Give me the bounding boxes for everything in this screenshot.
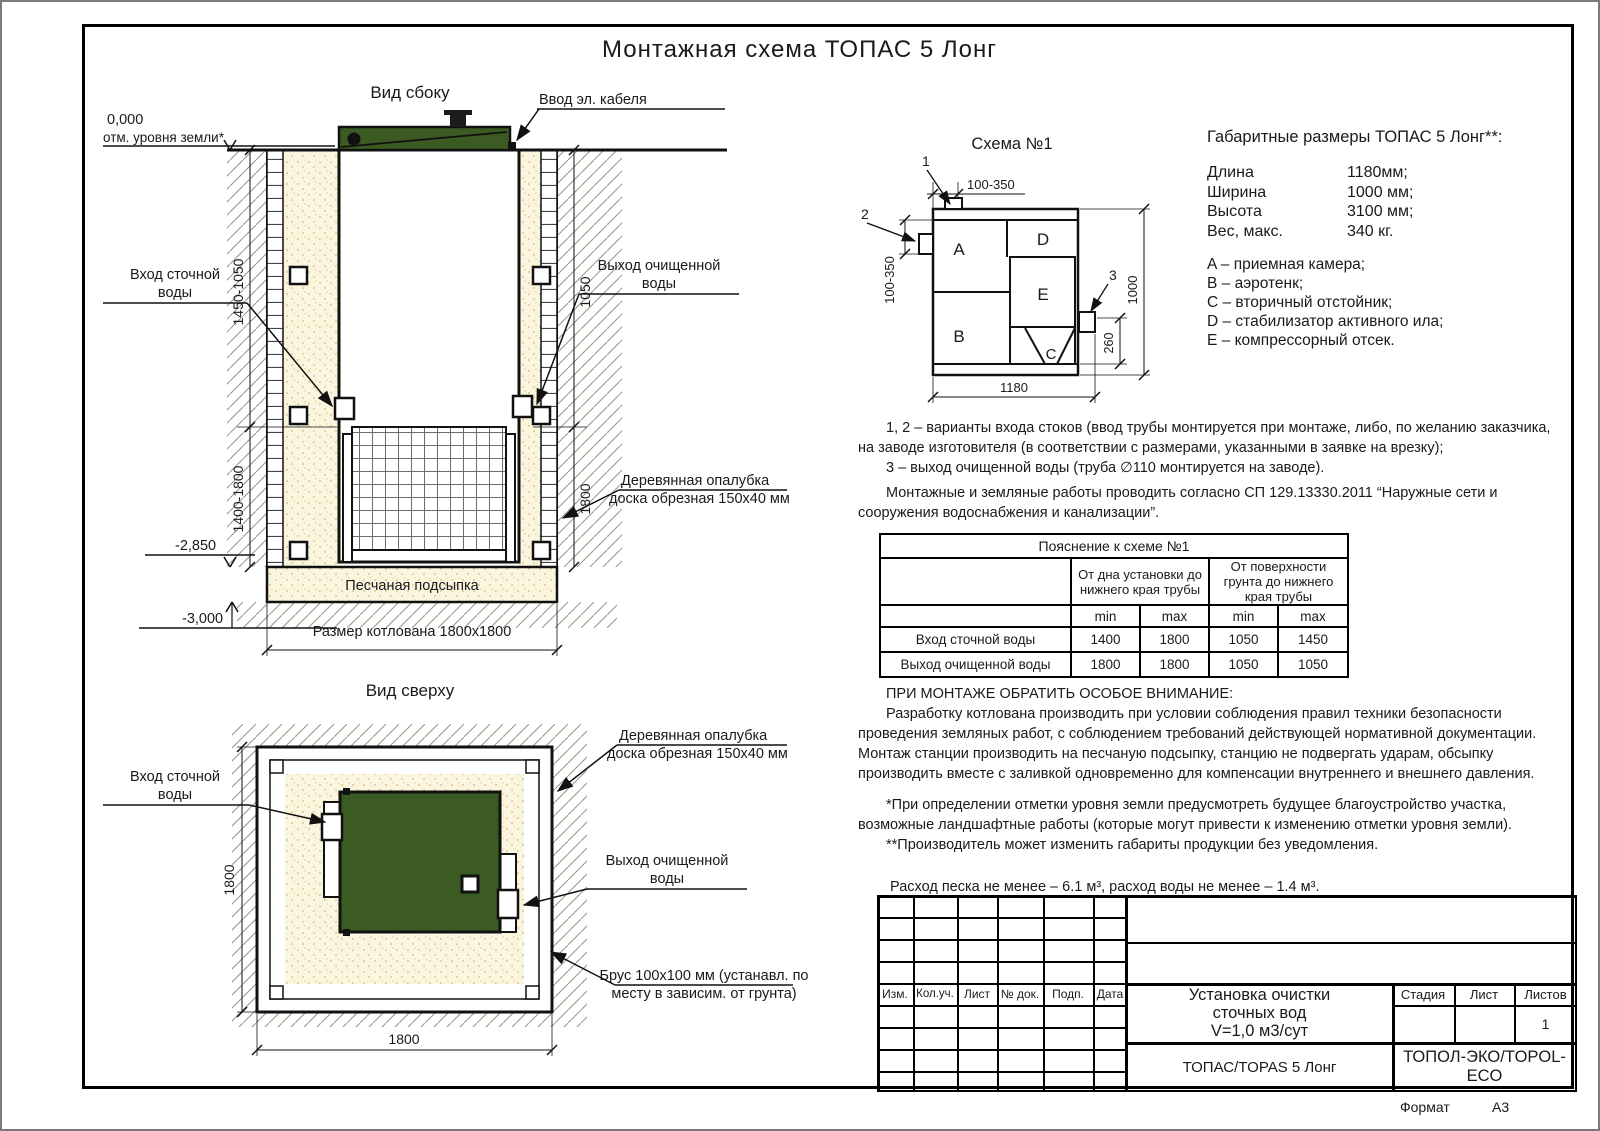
svg-text:B: B	[953, 327, 965, 346]
svg-text:260: 260	[1102, 332, 1116, 354]
svg-text:1000: 1000	[1125, 275, 1140, 305]
svg-text:отм. уровня земли*: отм. уровня земли*	[103, 130, 224, 145]
footnote: *При определении отметки уровня земли предусмотреть будущее благоустройство участка, возможные ландшафтные работы (которые могут привести к изменению отметки уровня земли).	[858, 797, 1513, 833]
septic-unit-top	[322, 788, 518, 936]
company-name: ТОПОЛ-ЭКО/TOPOL-ECO	[1403, 1048, 1566, 1085]
table-row: Выход очищенной воды 1800 1800 1050 1050	[880, 652, 1348, 677]
svg-text:C: C	[1045, 346, 1057, 363]
svg-text:Вход сточной: Вход сточной	[129, 267, 221, 283]
green-lid	[339, 110, 516, 150]
svg-text:1400-1800: 1400-1800	[230, 465, 246, 533]
svg-text:Ввод эл. кабеля: Ввод эл. кабеля	[539, 92, 647, 108]
spec-row: Длина 1180мм;	[1207, 164, 1408, 181]
svg-text:воды: воды	[649, 871, 685, 887]
outlet-pipe	[498, 890, 518, 918]
title-block	[877, 895, 1577, 1092]
legend-item: A – приемная камера;	[1207, 256, 1366, 273]
specs-block	[1207, 128, 1572, 350]
svg-text:-3,000: -3,000	[182, 611, 224, 627]
svg-text:100-350: 100-350	[967, 177, 1015, 192]
legend-item: D – стабилизатор активного ила;	[1207, 313, 1444, 330]
inlet-variants-note	[858, 418, 1560, 478]
rev-header-izm: Изм.	[882, 987, 908, 1001]
table-title: Пояснение к схеме №1	[880, 534, 1348, 558]
svg-text:-2,850: -2,850	[175, 538, 217, 554]
consumption-note: Расход песка не менее – 6.1 м³, расход воды не менее – 1.4 м³.	[890, 879, 1320, 895]
spec-row: Вес, макс. 340 кг.	[1207, 222, 1394, 240]
svg-text:воды: воды	[641, 276, 677, 292]
svg-text:A: A	[953, 240, 965, 259]
svg-text:Размер котлована 1800х1800: Размер котлована 1800х1800	[312, 624, 512, 640]
max-header: max	[1140, 605, 1209, 627]
col-group-2: От поверхности грунта до нижнего края трубы	[1209, 558, 1348, 605]
cable-callout	[517, 92, 725, 140]
note-line: 1, 2 – варианты входа стоков (ввод трубы монтируется при монтаже, либо, по желанию заказчика, на заводе изготовителя (в соответствии с размерами, указанными в заявке на врезку);	[858, 420, 1551, 456]
formwork-callout	[558, 728, 788, 791]
max-header: max	[1278, 605, 1348, 627]
svg-text:доска обрезная 150х40 мм: доска обрезная 150х40 мм	[609, 491, 790, 507]
top-view-drawing	[87, 672, 827, 1117]
format-label: Формат	[1400, 1099, 1450, 1115]
svg-text:2: 2	[861, 206, 869, 222]
spec-row: Высота 3100 мм;	[1207, 203, 1414, 220]
svg-text:1: 1	[922, 153, 930, 169]
sand-bedding	[267, 567, 557, 602]
inlet-pipe	[322, 814, 342, 840]
inlet-pipe	[335, 398, 354, 419]
outlet-stub	[1079, 312, 1095, 332]
legend-item: C – вторичный отстойник;	[1207, 294, 1393, 311]
legend-item: B – аэротенк;	[1207, 275, 1304, 292]
note-line: 3 – выход очищенной воды (труба ∅110 монтируется на заводе).	[886, 460, 1325, 476]
svg-text:1800: 1800	[388, 1031, 420, 1047]
zones-legend	[1207, 255, 1572, 350]
min-header: min	[1071, 605, 1140, 627]
specs-title: Габаритные размеры ТОПАС 5 Лонг**:	[1207, 128, 1503, 146]
attention-title: ПРИ МОНТАЖЕ ОБРАТИТЬ ОСОБОЕ ВНИМАНИЕ:	[886, 686, 1234, 702]
rev-header-ndok: № док.	[1000, 987, 1040, 1001]
callout-2	[861, 206, 915, 241]
attention-body: Разработку котлована производить при условии соблюдения правил техники безопасности проведения земляных работ, с соблюдением требований действующей нормативной документации. Монтаж станции производить на песчаную подсыпку, станцию не подвергать ударам, обсыпку производить вместе с заливкой одновременно для компенсации внутреннего и внешнего давления.	[858, 706, 1537, 782]
lid-vent-hole	[348, 133, 361, 146]
footnote: **Производитель может изменить габариты продукции без уведомления.	[886, 837, 1379, 853]
side-view-title: Вид сбоку	[370, 83, 450, 102]
col-group-1: От дна установки до нижнего края трубы	[1071, 558, 1209, 605]
legend-item: E – компрессорный отсек.	[1207, 332, 1395, 349]
lid-cap	[450, 114, 466, 127]
spec-row: Ширина 1000 мм;	[1207, 183, 1414, 201]
septic-unit-body	[339, 150, 519, 562]
svg-text:1180: 1180	[1000, 380, 1028, 395]
svg-text:месту в зависим. от грунта): месту в зависим. от грунта)	[611, 986, 797, 1002]
stage-header: Стадия	[1400, 986, 1446, 1002]
min-header: min	[1209, 605, 1278, 627]
footnotes-block	[858, 795, 1560, 855]
outlet-pipe	[513, 396, 532, 417]
schema1-title: Схема №1	[971, 135, 1053, 153]
beam-callout	[551, 952, 809, 1002]
svg-text:D: D	[1036, 230, 1050, 249]
dim-top	[927, 177, 1025, 209]
callout-3	[1091, 267, 1117, 311]
rev-header-list: Лист	[963, 987, 991, 1001]
svg-text:воды: воды	[157, 285, 193, 301]
svg-text:Выход очищенной: Выход очищенной	[597, 258, 721, 274]
svg-text:доска обрезная 150х40 мм: доска обрезная 150х40 мм	[607, 746, 788, 762]
svg-text:1800: 1800	[221, 864, 237, 896]
sheets-header: Листов	[1524, 986, 1567, 1002]
svg-text:E: E	[1037, 285, 1049, 304]
unit-plan	[919, 198, 1095, 375]
svg-text:3: 3	[1109, 267, 1117, 283]
svg-text:1450-1050: 1450-1050	[230, 258, 246, 326]
svg-text:1050: 1050	[577, 276, 593, 308]
inlet-variant-2	[919, 234, 933, 254]
svg-text:Выход очищенной: Выход очищенной	[605, 853, 729, 869]
table-row: Вход сточной воды 1400 1800 1050 1450	[880, 627, 1348, 652]
side-view-drawing	[87, 82, 827, 667]
format-value: А3	[1492, 1099, 1510, 1115]
svg-text:воды: воды	[157, 787, 193, 803]
sheets-value: 1	[1541, 1015, 1550, 1032]
sp-standard-note: Монтажные и земляные работы проводить согласно СП 129.13330.2011 “Наружные сети и сооружения водоснабжения и канализации”.	[858, 485, 1498, 521]
product-name: ТОПАС/TOPAS 5 Лонг	[1182, 1058, 1337, 1076]
sand-bedding-label: Песчаная подсыпка	[345, 578, 479, 594]
svg-text:Деревянная опалубка: Деревянная опалубка	[619, 728, 768, 744]
attention-block	[858, 684, 1560, 784]
page-title: Монтажная схема ТОПАС 5 Лонг	[602, 36, 997, 63]
schema1-drawing	[847, 122, 1167, 412]
svg-text:100-350: 100-350	[882, 256, 897, 304]
cable-entry-point	[508, 142, 516, 150]
rev-header-koluch: Кол.уч.	[916, 988, 954, 1000]
table-corner-cell	[880, 558, 1071, 605]
vent-square	[462, 876, 478, 892]
rev-header-data: Дата	[1096, 987, 1124, 1001]
svg-text:Деревянная опалубка: Деревянная опалубка	[621, 473, 770, 489]
rev-header-podp: Подп.	[1052, 987, 1084, 1001]
sheet-header: Лист	[1469, 986, 1499, 1002]
svg-text:Вход сточной: Вход сточной	[129, 769, 221, 785]
doc-title-cell: Установка очистки сточных вод V=1,0 м3/сут	[1188, 985, 1331, 1040]
svg-text:0,000: 0,000	[107, 112, 144, 128]
svg-text:Брус 100х100 мм (устанавл. по: Брус 100х100 мм (устанавл. по	[599, 968, 809, 984]
callout-1	[922, 153, 950, 204]
svg-text:1800: 1800	[577, 483, 593, 515]
dim-left	[882, 215, 933, 304]
explanation-table	[879, 533, 1349, 678]
top-view-title: Вид сверху	[365, 681, 455, 700]
level-mark-zero	[103, 112, 335, 150]
